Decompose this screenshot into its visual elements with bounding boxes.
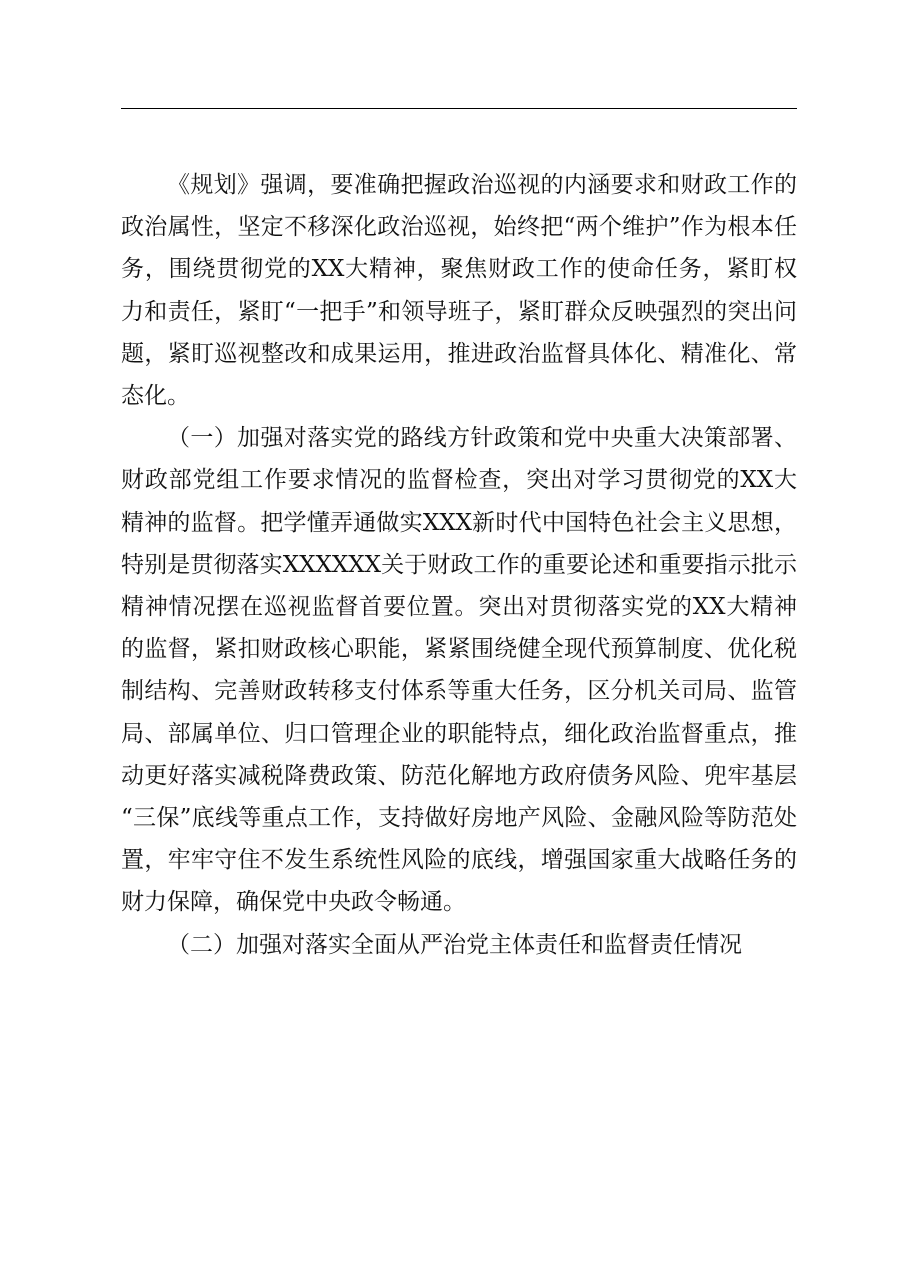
header-rule [121,108,797,109]
document-body [121,164,797,966]
paragraph-section-2: （二）加强对落实全面从严治党主体责任和监督责任情况 [167,931,742,958]
paragraph-section-1: （一）加强对落实党的路线方针政策和党中央重大决策部署、财政部党组工作要求情况的监督检查，突出对学习贯彻党的XX大精神的监督。把学懂弄通做实XXX新时代中国特色社会主义思想，特别是贯彻落实XXXXXX关于财政工作的重要论述和重要指示批示精神情况摆在巡视监督首要位置。突出对贯彻落实党的XX大精神的监督，紧扣财政核心职能，紧紧围绕健全现代预算制度、优化税制结构、完善财政转移支付体系等重大任务，区分机关司局、监管局、部属单位、归口管理企业的职能特点，细化政治监督重点，推动更好落实减税降费政策、防范化解地方政府债务风险、兜牢基层“三保”底线等重点工作，支持做好房地产风险、金融风险等防范处置，牢牢守住不发生系统性风险的底线，增强国家重大战略任务的财力保障，确保党中央政令畅通。 [121,425,797,916]
paragraph-intro: 《规划》强调，要准确把握政治巡视的内涵要求和财政工作的政治属性，坚定不移深化政治巡视，始终把“两个维护”作为根本任务，围绕贯彻党的XX大精神，聚焦财政工作的使命任务，紧盯权力和责任，紧盯“一把手”和领导班子，紧盯群众反映强烈的突出问题，紧盯巡视整改和成果运用，推进政治监督具体化、精准化、常态化。 [121,172,797,410]
